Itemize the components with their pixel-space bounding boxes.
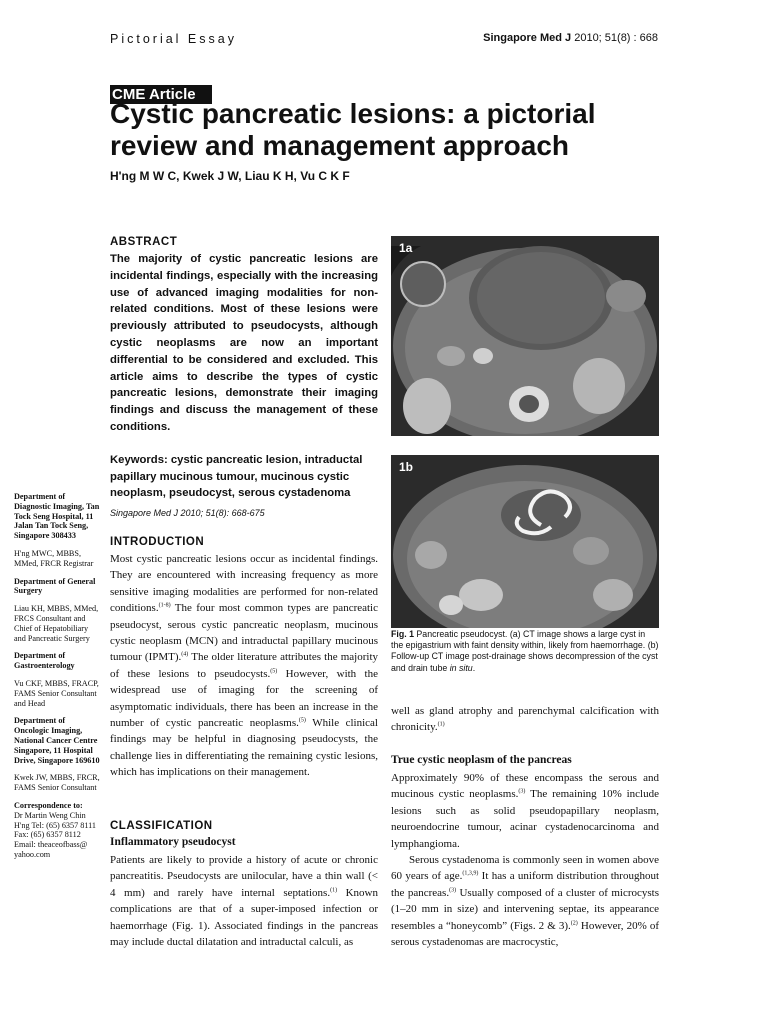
correspondence-heading: Correspondence to: (14, 800, 83, 810)
affiliation-block (14, 716, 100, 793)
body-text: However, 20% of serous cystadenomas are macrocystic, (391, 919, 659, 949)
figure-1a-ct-image (391, 236, 659, 436)
pseudocyst-paragraph-continued (391, 703, 659, 736)
reference-marker: (5) (270, 668, 278, 675)
intro-text: Most cystic pancreatic lesions occur as incidental findings. They are encountered with increasing frequency as more sensitive imaging modalities are performed for non-related conditions. (110, 553, 378, 615)
affiliation-department: Department of Oncologic Imaging, National Cancer Centre Singapore, 11 Hospital Drive, Singapore 169610 (14, 716, 100, 765)
running-head: Pictorial Essay (110, 32, 237, 46)
reference-marker: (3) (518, 788, 526, 795)
caption-label: Fig. 1 (391, 629, 414, 639)
journal-reference (483, 32, 658, 44)
intro-text: The four most common types are pancreatic pseudocyst, serous cystic pancreatic neoplasm, mucinous cystic neoplasm (MCN) and intraductal papillary mucinous tumour (IPMT). (110, 602, 378, 664)
body-text: The remaining 10% include lesions such as solid pseudopapillary neoplasm, neuroendocrine tumour, acinar cystadenocarcinoma and lymphangioma. (391, 788, 659, 850)
pseudocyst-paragraph (110, 852, 378, 950)
abstract-body: The majority of cystic pancreatic lesions are incidental findings, especially with the increasing use of advanced imaging modalities for non-related conditions. Most of these lesions were previously attributed to pseudocysts, although cystic neoplasms are now an important differential to be considered and excluded. This article aims to describe the types of cystic pancreatic lesions, demonstrate their imaging findings and discuss the management of these conditions. (110, 253, 378, 433)
affiliations-sidebar (14, 492, 100, 868)
article-authors: H'ng M W C, Kwek J W, Liau K H, Vu C K F (110, 169, 350, 183)
pseudocyst-subheading: Inflammatory pseudocyst (110, 836, 236, 848)
figure-1a-tag: 1a (399, 241, 413, 255)
journal-name: Singapore Med J (483, 32, 572, 44)
body-text: Approximately 90% of these encompass the serous and mucinous cystic neoplasms. (391, 772, 659, 801)
body-text: Serous cystadenoma is commonly seen in women above 60 years of age. (391, 854, 659, 883)
caption-italic: in situ (449, 662, 473, 673)
figure-1-caption (391, 629, 659, 674)
correspondence-block (14, 801, 100, 860)
keywords: Keywords: cystic pancreatic lesion, intraductal papillary mucinous tumour, mucinous cystic neoplasm, pseudocyst, serous cystadenoma (110, 454, 363, 499)
classification-heading: CLASSIFICATION (110, 820, 213, 832)
journal-details: 2010; 51(8) : 668 (571, 32, 658, 44)
reference-marker: (1,3,9) (462, 870, 479, 877)
affiliation-people: Liau KH, MBBS, MMed, FRCS Consultant and Chief of Hepatobiliary and Pancreatic Surgery (14, 604, 99, 643)
reference-marker: (2) (570, 920, 578, 926)
intro-text: However, with the widespread use of imaging for the screening of asymptomatic individuals, there has been an increase in the number of cystic pancreatic neoplasms. (110, 667, 378, 730)
body-text: Usually composed of a cluster of microcysts (1–20 mm in size) and intervening septae, its appearance resembles a “honeycomb” (Figs. 2 & 3). (391, 886, 659, 932)
body-text: It has a uniform distribution throughout the pancreas. (391, 870, 660, 899)
body-text: Known complications are that of a super-imposed infection or haemorrhage (Fig. 1). Associated findings in the pancreas may include ductal dilatation and intraductal calculi, as (110, 886, 378, 949)
caption-end: . (472, 662, 476, 673)
affiliation-department: Department of Gastroenterology (14, 651, 75, 671)
body-text: well as gland atrophy and parenchymal calcification with chronicity. (391, 705, 659, 734)
affiliation-department: Department of General Surgery (14, 576, 96, 596)
affiliation-block (14, 492, 100, 569)
affiliation-block (14, 577, 100, 644)
abstract-section (110, 236, 378, 436)
introduction-heading: INTRODUCTION (110, 536, 205, 548)
article-title: Cystic pancreatic lesions: a pictorial review and management approach (110, 98, 596, 161)
affiliation-people: H'ng MWC, MBBS, MMed, FRCR Registrar (14, 548, 94, 568)
paragraph (391, 770, 659, 852)
true-cystic-neoplasm-text (391, 770, 659, 950)
paragraph (391, 852, 659, 950)
reference-marker: (5) (298, 717, 306, 724)
affiliation-department: Department of Diagnostic Imaging, Tan Tock Seng Hospital, 11 Jalan Tan Tock Seng, Singapore 308433 (14, 492, 100, 541)
caption-text: Pancreatic pseudocyst. (a) CT image shows a large cyst in the epigastrium with faint density within, likely from haemorrhage. (b) Follow-up CT image post-drainage shows decompression of the cyst and drain tube (391, 629, 659, 673)
figure-1b-ct-image (391, 455, 659, 628)
correspondence-details: Dr Martin Weng Chin H'ng Tel: (65) 6357 8111 Fax: (65) 6357 8112 Email: theaceofbass@ yahoo.com (14, 810, 97, 859)
reference-marker: (4) (181, 651, 189, 658)
affiliation-people: Kwek JW, MBBS, FRCR, FAMS Senior Consultant (14, 773, 100, 793)
affiliation-people: Vu CKF, MBBS, FRACP, FAMS Senior Consultant and Head (14, 678, 99, 708)
introduction-paragraph (110, 551, 378, 781)
reference-marker: (3) (449, 887, 457, 894)
body-text: Patients are likely to provide a history of acute or chronic pancreatitis. Pseudocysts are unilocular, have a thin wall (< 4 mm) and rarely have internal septations. (110, 854, 378, 899)
true-cystic-neoplasm-subheading: True cystic neoplasm of the pancreas (391, 754, 572, 766)
ct-scan-1a-graphic (391, 236, 659, 436)
reference-marker: (1) (437, 721, 445, 728)
citation: Singapore Med J 2010; 51(8): 668-675 (110, 508, 265, 518)
cme-article-label: CME Article (110, 85, 212, 104)
intro-text: While clinical findings may be helpful in diagnosing pseudocysts, the challenge lies in differentiating the remaining cystic lesions, which has implications on their management. (110, 717, 378, 779)
intro-text: The older literature attributes the majority of these lesions to pseudocysts. (110, 651, 378, 680)
ct-scan-1b-graphic (391, 455, 659, 628)
reference-marker: (1) (330, 887, 338, 894)
reference-marker: (1-8) (158, 602, 171, 609)
abstract-heading: ABSTRACT (110, 236, 178, 248)
figure-1b-tag: 1b (399, 460, 414, 474)
affiliation-block (14, 651, 100, 708)
